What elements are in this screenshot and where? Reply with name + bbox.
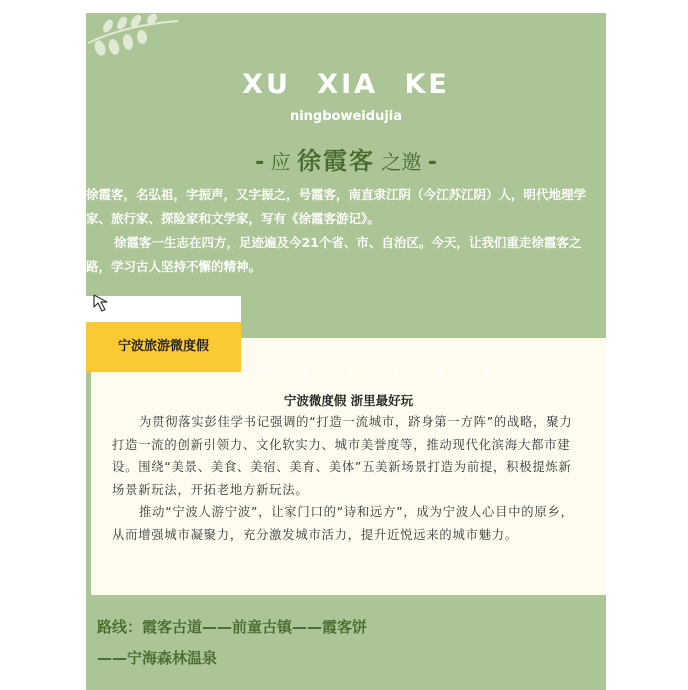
route-info	[97, 612, 597, 674]
intro-paragraph-1: 徐霞客，名弘祖，字振声，又字振之，号霞客，南直隶江阴（今江苏江阴）人，明代地理学家、旅行家、探险家和文学家，写有《徐霞客游记》。	[86, 187, 587, 226]
article-paragraph-1: 为贯彻落实彭佳学书记强调的“打造一流城市，跻身第一方阵”的战略，聚力打造一流的创新引领力、文化软实力、城市美誉度等，推动现代化滨海大都市建设。围绕“美景、美食、美宿、美育、美体”五美新场景打造为前提，积极提炼新场景新玩法，开拓老地方新玩法。	[112, 415, 573, 497]
article-card	[91, 338, 606, 595]
banner-title: XU XIA KE	[242, 69, 450, 100]
banner-subtitle: ningboweidujia	[289, 109, 403, 124]
heading-name: 徐霞客	[297, 147, 375, 175]
route-line-1: 路线：霞客古道——前童古镇——霞客饼	[97, 618, 368, 636]
intro-paragraph-2: 徐霞客一生志在四方，足迹遍及今21个省、市、自治区。今天，让我们重走徐霞客之路，学习古人坚持不懈的精神。	[86, 235, 582, 274]
article-paragraph-2: 推动“宁波人游宁波”，让家门口的“诗和远方”，成为宁波人心目中的原乡，从而增强城市凝聚力，充分激发城市活力，提升近悦远来的城市魅力。	[112, 505, 574, 542]
cursor-arrow-icon	[91, 292, 113, 314]
heading-dash-left: -	[255, 150, 265, 175]
article-panel	[86, 13, 606, 690]
article-title: 宁波微度假 浙里最好玩	[283, 393, 414, 408]
leaf-branch-icon	[86, 13, 186, 63]
article-body	[112, 411, 584, 546]
heading-word-zhiyao: 之邀	[381, 150, 422, 174]
heading-dash-right: -	[427, 150, 437, 175]
category-badge: 宁波旅游微度假	[86, 322, 241, 372]
route-line-2: ——宁海森林温泉	[97, 649, 218, 667]
intro-text	[86, 183, 606, 279]
section-heading	[86, 146, 606, 178]
heading-word-ying: 应	[270, 150, 291, 174]
